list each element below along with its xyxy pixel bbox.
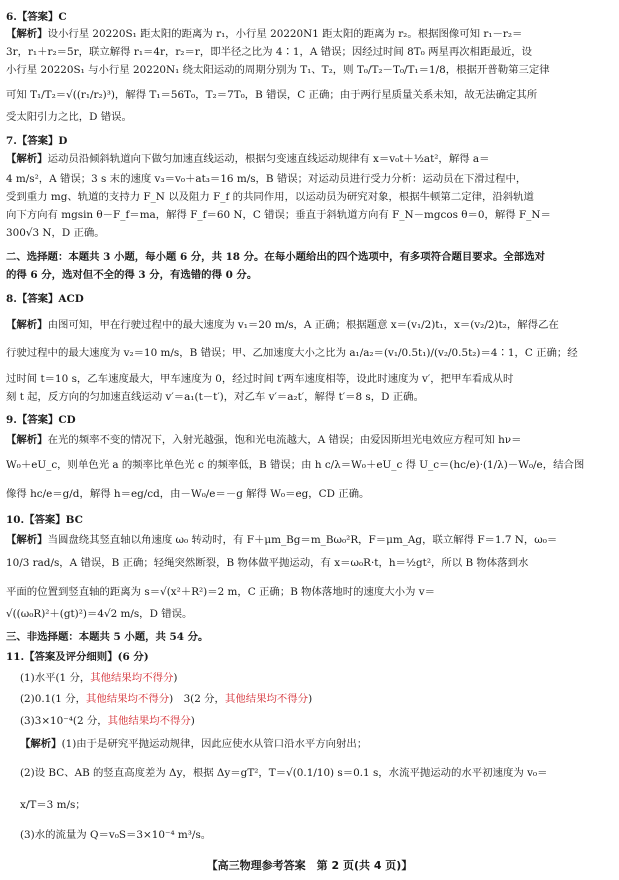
text-segment: (1)由于是研究平抛运动规律，因此应使水从管口沿水平方向射出； — [61, 738, 368, 750]
text-line — [6, 556, 613, 570]
text-segment: 7.【答案】D — [6, 135, 68, 147]
text-segment: 行驶过程中的最大速度为 v₂＝10 m/s，B 错误；甲、乙加速度大小之比为 a₁/a₂＝(v₁/0.5t₁)/(v₂/0.5t₂)＝4∶1，C 正确；经 — [6, 347, 578, 359]
text-segment: 8.【答案】ACD — [6, 293, 84, 305]
text-line — [6, 607, 613, 621]
text-line — [6, 152, 613, 166]
text-line — [6, 45, 613, 59]
text-segment: 当圆盘绕其竖直轴以角速度 ω₀ 转动时，有 F＋μm_Bg＝m_Bω₀²R，F＝μm_Ag，联立解得 F＝1.7 N，ω₀＝ — [47, 534, 558, 546]
text-line — [6, 630, 613, 644]
page-footer: 【高三物理参考答案 第 2 页(共 4 页)】 — [206, 859, 413, 872]
text-segment: W₀＋eU_c，则单色光 a 的频率比单色光 c 的频率低，B 错误；由 h c/λ＝W₀＋eU_c 得 U_c＝(hc/e)·(1/λ)－W₀/e，结合图 — [6, 459, 585, 471]
text-segment: (2)设 BC、AB 的竖直高度差为 Δy，根据 Δy＝gT²，T＝√(0.1/10) s＝0.1 s，水流平抛运动的水平初速度为 v₀＝ — [20, 767, 548, 779]
text-line — [20, 714, 613, 728]
text-segment: ) 3(2 分， — [169, 693, 225, 705]
text-segment: 受太阳引力之比，D 错误。 — [6, 111, 132, 123]
text-line — [6, 268, 613, 282]
scoring-note: 其他结果均不得分 — [86, 693, 170, 705]
section-label: 【解析】 — [6, 434, 48, 446]
text-segment: 平面的位置到竖直轴的距离为 s＝√(x²＋R²)＝2 m，C 正确；B 物体落地时的速度大小为 v＝ — [6, 586, 436, 598]
text-line — [6, 250, 613, 264]
text-segment: ) — [308, 693, 313, 705]
text-segment: 4 m/s²，A 错误；3 s 末的速度 v₃＝v₀＋at₃＝16 m/s，B 错误；对运动员进行受力分析：运动员在下滑过程中， — [6, 173, 527, 185]
text-segment: √((ω₀R)²＋(gt)²)＝4√2 m/s，D 错误。 — [6, 608, 193, 620]
text-segment: ) — [173, 672, 178, 684]
text-line — [6, 413, 613, 427]
section-label: 【解析】 — [6, 534, 48, 546]
scoring-note: 其他结果均不得分 — [90, 672, 174, 684]
text-line — [6, 390, 613, 404]
text-line — [6, 208, 613, 222]
section-label: 【解析】 — [6, 28, 48, 40]
scoring-note: 其他结果均不得分 — [107, 715, 191, 727]
text-line — [6, 318, 613, 332]
text-segment: 11.【答案及评分细则】(6 分) — [6, 651, 149, 663]
section-label: 【解析】 — [20, 738, 62, 750]
text-line — [20, 671, 613, 685]
text-segment: 向下方向有 mgsin θ－F_f＝ma，解得 F_f＝60 N，C 错误；垂直于斜轨道方向有 F_N－mgcos θ＝0，解得 F_N＝ — [6, 209, 551, 221]
text-line — [6, 487, 613, 501]
text-line — [6, 292, 613, 306]
text-line — [6, 513, 613, 527]
text-segment: 10.【答案】BC — [6, 514, 83, 526]
text-segment: 300√3 N，D 正确。 — [6, 227, 105, 239]
text-line — [20, 798, 613, 812]
text-segment: 设小行星 20220S₁ 距太阳的距离为 r₁，小行星 20220N1 距太阳的距离为 r₂。根据图像可知 r₁－r₂＝ — [47, 28, 523, 40]
text-segment: 由图可知，甲在行驶过程中的最大速度为 v₁＝20 m/s，A 正确；根据题意 x＝(v₁/2)t₁，x＝(v₂/2)t₂，解得乙在 — [47, 319, 559, 331]
text-line — [6, 110, 613, 124]
text-line — [6, 88, 613, 102]
text-line — [6, 10, 613, 24]
text-line — [20, 766, 613, 780]
text-line — [6, 172, 613, 186]
text-line — [20, 692, 613, 706]
text-line — [6, 533, 613, 547]
text-line — [6, 650, 613, 664]
text-line — [6, 226, 613, 240]
text-line — [6, 372, 613, 386]
text-segment: 的得 6 分，选对但不全的得 3 分，有选错的得 0 分。 — [6, 269, 258, 281]
text-line — [20, 828, 613, 842]
text-line — [6, 346, 613, 360]
text-segment: 在光的频率不变的情况下，入射光越强，饱和光电流越大，A 错误；由爱因斯坦光电效应方程可知 hν＝ — [47, 434, 522, 446]
text-segment: 过时间 t＝10 s，乙车速度最大，甲车速度为 0，经过时间 t′两车速度相等，设此时速度为 v′，把甲车看成从时 — [6, 373, 514, 385]
text-segment: x/T＝3 m/s； — [20, 799, 86, 811]
scoring-note: 其他结果均不得分 — [224, 693, 309, 705]
text-segment: ) — [190, 715, 195, 727]
text-segment: (2)0.1(1 分， — [20, 693, 86, 705]
text-line — [6, 190, 613, 204]
text-line — [6, 585, 613, 599]
text-line — [6, 433, 613, 447]
text-segment: (3)水的流量为 Q＝v₀S＝3×10⁻⁴ m³/s。 — [20, 829, 212, 841]
section-label: 【解析】 — [6, 319, 48, 331]
text-segment: 10/3 rad/s，A 错误，B 正确；轻绳突然断裂，B 物体做平抛运动，有 x＝ω₀R·t，h＝½gt²，所以 B 物体落到水 — [6, 557, 529, 569]
text-segment: 像得 hc/e＝g/d，解得 h＝eg/cd，由－W₀/e＝－g 解得 W₀＝eg，CD 正确。 — [6, 488, 370, 500]
text-segment: 9.【答案】CD — [6, 414, 76, 426]
text-segment: 刻 t 起，反方向的匀加速直线运动 v′＝a₁(t－t′)，对乙车 v′＝a₂t′，解得 t′＝8 s，D 正确。 — [6, 391, 424, 403]
text-line — [6, 63, 613, 77]
text-segment: 运动员沿倾斜轨道向下做匀加速直线运动，根据匀变速直线运动规律有 x＝v₀t＋½at²，解得 a＝ — [47, 153, 490, 165]
text-line — [6, 134, 613, 148]
text-segment: 小行星 20220S₁ 与小行星 20220N₁ 绕太阳运动的周期分别为 T₁、T₂，则 T₀/T₂－T₀/T₁＝1/8，根据开普勒第三定律 — [6, 64, 550, 76]
section-label: 【解析】 — [6, 153, 48, 165]
text-segment: (1)水平(1 分， — [20, 672, 91, 684]
text-segment: 6.【答案】C — [6, 11, 67, 23]
text-line — [6, 458, 613, 472]
text-line — [20, 737, 613, 751]
text-segment: (3)3×10⁻⁴(2 分， — [20, 715, 108, 727]
text-segment: 受到重力 mg、轨道的支持力 F_N 以及阻力 F_f 的共同作用，以运动员为研究对象，根据牛顿第二定律，沿斜轨道 — [6, 191, 534, 203]
text-segment: 可知 T₁/T₂＝√((r₁/r₂)³)，解得 T₁＝56T₀，T₂＝7T₀，B 错误，C 正确；由于两行星质量关系未知，故无法确定其所 — [6, 89, 538, 101]
text-segment: 二、选择题：本题共 3 小题，每小题 6 分，共 18 分。在每小题给出的四个选项中，有多项符合题目要求。全部选对 — [6, 251, 545, 263]
text-segment: 3r，r₁＋r₂＝5r，联立解得 r₁＝4r，r₂＝r，即半径之比为 4∶1，A 错误；因经过时间 8T₀ 两星再次相距最近，设 — [6, 46, 533, 58]
text-segment: 三、非选择题：本题共 5 小题，共 54 分。 — [6, 631, 209, 643]
text-line — [6, 27, 613, 41]
